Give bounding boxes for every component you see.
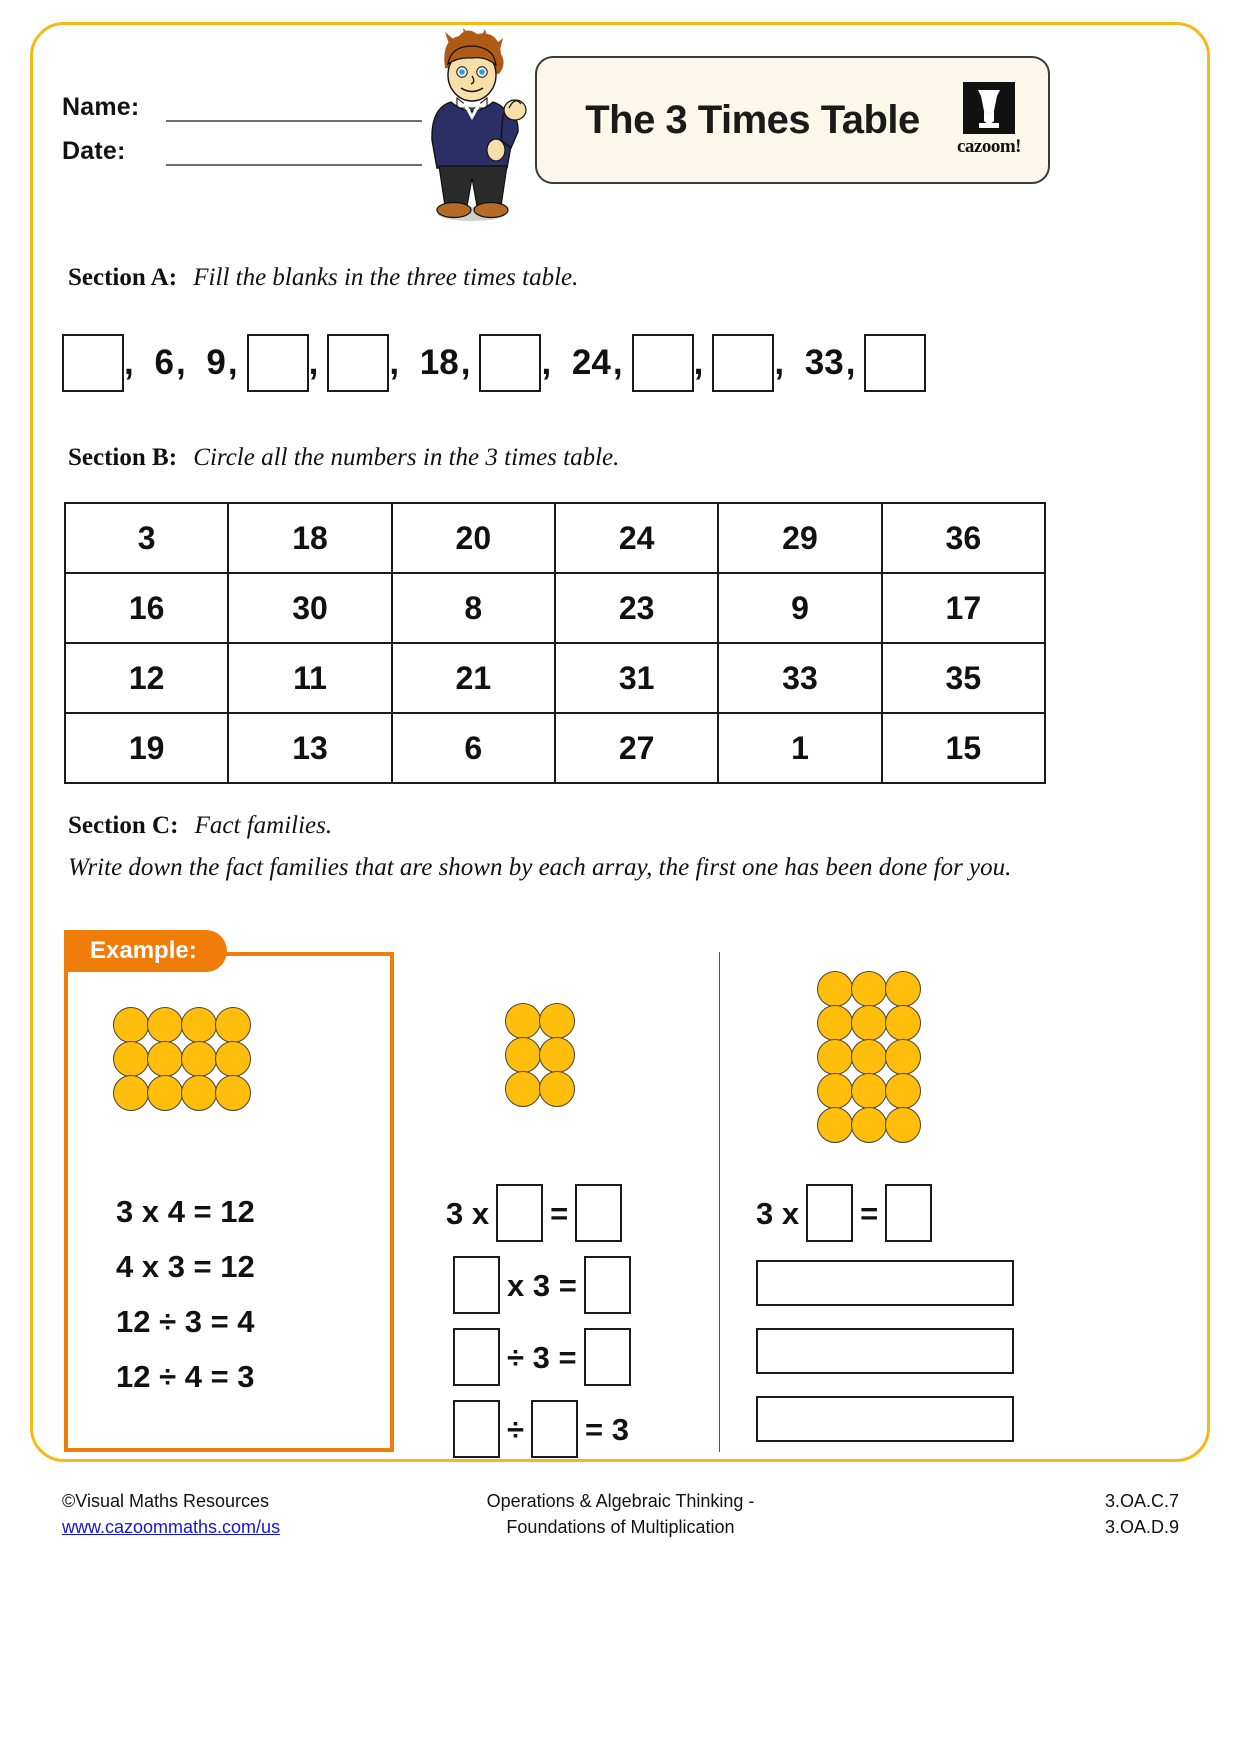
counter-dot-icon: [181, 1075, 217, 1111]
page-footer: [0, 1482, 1241, 1572]
grid-number-cell[interactable]: 21: [392, 643, 555, 713]
fill-in-equation: [446, 1400, 638, 1458]
worked-equation: 12 ÷ 4 = 3: [116, 1359, 255, 1394]
answer-blank-box[interactable]: [584, 1328, 631, 1386]
counter-dot-icon: [539, 1071, 575, 1107]
footer-right: [1105, 1488, 1179, 1540]
counter-dot-icon: [215, 1007, 251, 1043]
logo-mark-icon: [963, 82, 1015, 134]
counter-dot-icon: [215, 1075, 251, 1111]
answer-blank-line[interactable]: [756, 1396, 1014, 1442]
grid-number-cell[interactable]: 18: [228, 503, 391, 573]
worked-equation: 3 x 4 = 12: [116, 1194, 255, 1229]
standard-title-line-1: Operations & Algebraic Thinking -: [486, 1491, 755, 1511]
date-input-line[interactable]: [166, 138, 422, 166]
boy-mascot-illustration: [415, 28, 530, 223]
sequence-comma: ,: [308, 343, 319, 382]
sequence-comma: ,: [845, 343, 856, 382]
table-row: [65, 503, 1045, 573]
counter-dot-icon: [147, 1075, 183, 1111]
equation-list-2: [446, 1184, 638, 1472]
section-c-instruction: Fact families.: [194, 812, 333, 839]
answer-blank-box[interactable]: [496, 1184, 543, 1242]
fact-family-panel-2: [394, 952, 720, 1452]
equation-text: x 3 =: [507, 1267, 577, 1303]
table-row: [65, 713, 1045, 783]
counter-dot-icon: [113, 1075, 149, 1111]
logo-wordmark: cazoom!: [956, 136, 1022, 157]
sequence-blank-box[interactable]: [62, 334, 124, 392]
fill-in-equation: [446, 1184, 638, 1242]
counter-dot-icon: [817, 1005, 853, 1041]
fill-in-equation: [446, 1256, 638, 1314]
counter-dot-icon: [885, 1039, 921, 1075]
section-c-heading: [68, 812, 332, 840]
worked-equation: 4 x 3 = 12: [116, 1249, 255, 1284]
counter-dot-icon: [851, 1107, 887, 1143]
grid-number-cell[interactable]: 31: [555, 643, 718, 713]
equation-text: 3 x: [446, 1195, 490, 1231]
grid-number-cell[interactable]: 16: [65, 573, 228, 643]
grid-number-cell[interactable]: 3: [65, 503, 228, 573]
grid-number-cell[interactable]: 12: [65, 643, 228, 713]
example-tab-badge: [64, 930, 227, 972]
dot-row: [506, 1038, 574, 1072]
date-label: Date:: [62, 137, 126, 165]
footer-center: [0, 1488, 1241, 1540]
worked-equation: 12 ÷ 3 = 4: [116, 1304, 255, 1339]
sequence-number: 6: [144, 343, 174, 382]
dot-row: [506, 1004, 574, 1038]
dot-row: [114, 1008, 250, 1042]
sequence-blank-box[interactable]: [479, 334, 541, 392]
section-a-label: Section A:: [68, 264, 178, 291]
fill-in-equation: [756, 1184, 1014, 1242]
sequence-comma: ,: [460, 343, 471, 382]
grid-number-cell[interactable]: 20: [392, 503, 555, 573]
sequence-comma: ,: [774, 343, 785, 382]
sequence-comma: ,: [541, 343, 552, 382]
grid-number-cell[interactable]: 8: [392, 573, 555, 643]
dot-row: [818, 972, 920, 1006]
answer-blank-line[interactable]: [756, 1260, 1014, 1306]
grid-number-cell[interactable]: 13: [228, 713, 391, 783]
section-a-instruction: Fill the blanks in the three times table.: [193, 264, 579, 291]
counter-dot-icon: [113, 1041, 149, 1077]
grid-number-cell[interactable]: 6: [392, 713, 555, 783]
equation-text: ÷ 3 =: [507, 1339, 577, 1375]
sequence-blank-box[interactable]: [632, 334, 694, 392]
dot-row: [818, 1108, 920, 1142]
sequence-blank-box[interactable]: [247, 334, 309, 392]
equation-text: ÷: [507, 1411, 525, 1447]
student-info-block: [62, 78, 422, 166]
counter-dot-icon: [885, 1073, 921, 1109]
section-a-sequence: [62, 330, 1072, 396]
answer-blank-box[interactable]: [453, 1256, 500, 1314]
section-b-label: Section B:: [68, 444, 178, 471]
counter-dot-icon: [885, 1005, 921, 1041]
sequence-comma: ,: [227, 343, 238, 382]
counter-dot-icon: [851, 1039, 887, 1075]
counter-dot-icon: [539, 1037, 575, 1073]
answer-blank-box[interactable]: [531, 1400, 578, 1458]
grid-number-cell[interactable]: 27: [555, 713, 718, 783]
standard-code-1: 3.OA.C.7: [1104, 1491, 1179, 1511]
name-row: [62, 78, 422, 122]
dot-row: [506, 1072, 574, 1106]
grid-number-cell[interactable]: 9: [718, 573, 881, 643]
equation-text: =: [860, 1195, 879, 1231]
equation-text: = 3: [585, 1411, 629, 1447]
sequence-number: 9: [196, 343, 226, 382]
answer-blank-line[interactable]: [756, 1328, 1014, 1374]
sequence-comma: ,: [389, 343, 400, 382]
counter-dot-icon: [505, 1003, 541, 1039]
dot-array-3: [818, 972, 920, 1142]
answer-blank-box[interactable]: [453, 1400, 500, 1458]
grid-number-cell[interactable]: 33: [718, 643, 881, 713]
grid-number-cell[interactable]: 15: [882, 713, 1045, 783]
standard-code-2: 3.OA.D.9: [1104, 1517, 1179, 1538]
equation-text: 3 x: [756, 1195, 800, 1231]
counter-dot-icon: [215, 1041, 251, 1077]
answer-blank-box[interactable]: [584, 1256, 631, 1314]
grid-number-cell[interactable]: 17: [882, 573, 1045, 643]
grid-number-cell[interactable]: 24: [555, 503, 718, 573]
sequence-number: 24: [562, 343, 611, 382]
sequence-number: 18: [410, 343, 459, 382]
copyright-text: ©Visual Maths Resources: [62, 1491, 270, 1511]
title-banner: [535, 56, 1050, 184]
counter-dot-icon: [181, 1041, 217, 1077]
answer-blank-box[interactable]: [575, 1184, 622, 1242]
sequence-blank-box[interactable]: [712, 334, 774, 392]
equation-list-1: [116, 1196, 255, 1416]
date-row: [62, 122, 422, 166]
counter-dot-icon: [539, 1003, 575, 1039]
dot-row: [818, 1074, 920, 1108]
counter-dot-icon: [851, 971, 887, 1007]
counter-dot-icon: [851, 1005, 887, 1041]
counter-dot-icon: [505, 1037, 541, 1073]
answer-blank-box[interactable]: [453, 1328, 500, 1386]
section-b-heading: [68, 444, 619, 472]
fill-in-equation: [446, 1328, 638, 1386]
section-c-label: Section C:: [68, 812, 179, 839]
grid-number-cell[interactable]: 36: [882, 503, 1045, 573]
counter-dot-icon: [147, 1041, 183, 1077]
table-row: [65, 573, 1045, 643]
sequence-number: 33: [795, 343, 844, 382]
fact-family-panel-3: [720, 952, 1046, 1452]
counter-dot-icon: [885, 971, 921, 1007]
name-label: Name:: [62, 93, 140, 121]
dot-row: [114, 1076, 250, 1110]
table-row: [65, 643, 1045, 713]
number-grid-table: [64, 502, 1046, 784]
counter-dot-icon: [505, 1071, 541, 1107]
dot-row: [818, 1040, 920, 1074]
counter-dot-icon: [113, 1007, 149, 1043]
counter-dot-icon: [885, 1107, 921, 1143]
counter-dot-icon: [851, 1073, 887, 1109]
sequence-comma: ,: [175, 343, 186, 382]
counter-dot-icon: [181, 1007, 217, 1043]
cazoom-logo: [946, 82, 1032, 158]
grid-number-cell[interactable]: 1: [718, 713, 881, 783]
counter-dot-icon: [817, 1073, 853, 1109]
standard-title-line-2: Foundations of Multiplication: [506, 1517, 735, 1538]
name-input-line[interactable]: [166, 94, 422, 122]
sequence-comma: ,: [124, 343, 134, 382]
fact-family-panels: [64, 952, 1046, 1452]
grid-number-cell[interactable]: 23: [555, 573, 718, 643]
dot-array-1: [114, 1008, 250, 1110]
counter-dot-icon: [147, 1007, 183, 1043]
page-title: The 3 Times Table: [585, 97, 920, 142]
grid-number-cell[interactable]: 30: [228, 573, 391, 643]
sequence-blank-box[interactable]: [864, 334, 926, 392]
answer-blank-box[interactable]: [806, 1184, 853, 1242]
dot-array-2: [506, 1004, 574, 1106]
grid-number-cell[interactable]: 19: [65, 713, 228, 783]
grid-number-cell[interactable]: 11: [228, 643, 391, 713]
equation-text: =: [550, 1195, 569, 1231]
section-c-sub-instruction: Write down the fact families that are shown by each array, the first one has been done for you.: [68, 854, 1012, 881]
website-link[interactable]: www.cazoommaths.com/us: [62, 1517, 281, 1538]
counter-dot-icon: [817, 971, 853, 1007]
dot-row: [818, 1006, 920, 1040]
sequence-comma: ,: [612, 343, 623, 382]
equation-list-3: [756, 1184, 1014, 1464]
sequence-blank-box[interactable]: [327, 334, 389, 392]
grid-number-cell[interactable]: 35: [882, 643, 1045, 713]
answer-blank-box[interactable]: [885, 1184, 932, 1242]
dot-row: [114, 1042, 250, 1076]
example-label: Example:: [90, 937, 197, 964]
grid-number-cell[interactable]: 29: [718, 503, 881, 573]
section-b-instruction: Circle all the numbers in the 3 times table.: [193, 444, 620, 471]
fact-family-panel-example: [64, 952, 394, 1452]
counter-dot-icon: [817, 1107, 853, 1143]
section-a-heading: [68, 264, 578, 292]
sequence-comma: ,: [693, 343, 704, 382]
counter-dot-icon: [817, 1039, 853, 1075]
